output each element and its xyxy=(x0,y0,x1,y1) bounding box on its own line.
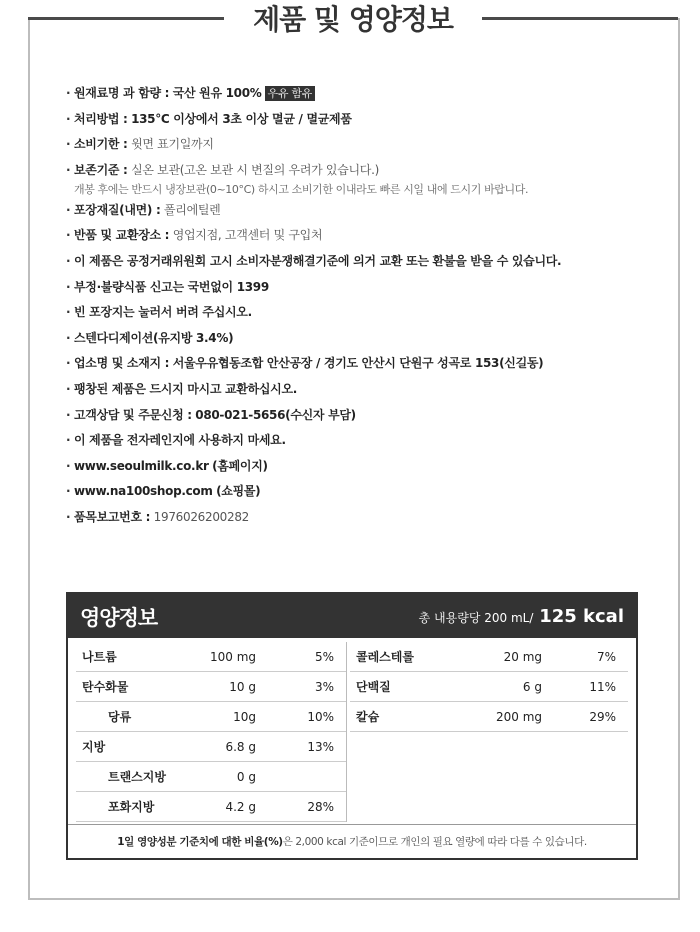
nutrient-amount: 6 g xyxy=(522,680,542,694)
nutrient-name: 포화지방 xyxy=(108,800,155,814)
nutrient-row xyxy=(76,642,346,672)
info-label: 업소명 및 소재지 : xyxy=(74,356,170,371)
info-label: www.na100shop.com xyxy=(74,484,213,499)
nutrient-pct: 3% xyxy=(314,680,334,694)
info-label: 스텐다디제이션(유지방 3.4%) xyxy=(74,330,234,345)
bullet-dot: · xyxy=(66,509,71,524)
info-value: 영업지점, 고객센터 및 구입처 xyxy=(172,228,323,243)
bullet-dot: · xyxy=(66,433,71,448)
info-value: 080-021-5656(수신자 부담) xyxy=(195,407,356,422)
nutrient-name: 콜레스테롤 xyxy=(356,650,414,664)
nutrient-pct: 5% xyxy=(314,650,334,664)
bullet-dot: · xyxy=(66,202,71,217)
nutrient-name: 탄수화물 xyxy=(82,680,129,694)
info-row xyxy=(66,163,646,183)
nutrient-row xyxy=(350,672,628,702)
nutrition-footnote xyxy=(68,824,636,859)
info-value: 135°C 이상에서 3초 이상 멸균 / 멸균제품 xyxy=(131,111,352,126)
nutrient-amount: 200 mg xyxy=(495,710,542,724)
info-value: 서울우유협동조합 안산공장 / 경기도 안산시 단원구 성곡로 153(신길동) xyxy=(172,356,544,371)
bullet-dot: · xyxy=(66,111,71,126)
info-label: www.seoulmilk.co.kr xyxy=(74,458,209,473)
nutrient-row xyxy=(76,732,346,762)
info-label: 이 제품은 공정거래위원회 고시 소비자분쟁해결기준에 의거 교환 또는 환불을 받을 수 있습니다. xyxy=(74,253,562,268)
nutrient-row xyxy=(76,672,346,702)
info-value: 1976026200282 xyxy=(153,509,250,524)
info-row xyxy=(66,86,646,112)
info-row xyxy=(66,433,646,459)
calories: 125 kcal xyxy=(539,606,624,627)
bullet-dot: · xyxy=(66,330,71,345)
nutrient-amount: 100 mg xyxy=(209,650,256,664)
nutrition-column-left xyxy=(76,642,347,822)
info-row xyxy=(66,305,646,331)
nutrient-pct: 11% xyxy=(589,680,616,694)
info-label: 부정·불량식품 신고는 국번없이 1399 xyxy=(74,279,269,294)
title-rule-right xyxy=(482,17,678,20)
info-row xyxy=(66,203,646,229)
nutrient-name: 당류 xyxy=(108,710,132,724)
info-value: (홈페이지) xyxy=(212,458,268,473)
info-value: 실온 보관(고온 보관 시 변질의 우려가 있습니다.) xyxy=(131,162,379,177)
nutrient-pct: 29% xyxy=(589,710,616,724)
nutrition-table xyxy=(66,592,638,860)
bullet-dot: · xyxy=(66,484,71,499)
nutrient-amount: 4.2 g xyxy=(225,800,256,814)
info-label: 보존기준 : xyxy=(74,162,128,177)
bullet-dot: · xyxy=(66,253,71,268)
bullet-dot: · xyxy=(66,407,71,422)
info-label: 이 제품을 전자레인지에 사용하지 마세요. xyxy=(74,433,286,448)
nutrient-name: 단백질 xyxy=(356,680,391,694)
nutrient-row xyxy=(350,702,628,732)
bullet-dot: · xyxy=(66,381,71,396)
info-value: 윗면 표기일까지 xyxy=(131,137,214,152)
info-row xyxy=(66,137,646,163)
nutrient-pct: 10% xyxy=(307,710,334,724)
allergen-badge: 우유 함유 xyxy=(265,86,316,101)
info-value: 국산 원유 100% xyxy=(172,86,262,100)
serving-size: 총 내용량당 200 mL/ xyxy=(418,611,534,625)
info-row xyxy=(66,112,646,138)
serving-info xyxy=(419,606,624,627)
nutrition-header xyxy=(68,594,636,638)
product-info-list xyxy=(66,86,646,536)
nutrient-amount: 20 mg xyxy=(503,650,542,664)
nutrient-amount: 6.8 g xyxy=(225,740,256,754)
info-row xyxy=(66,280,646,306)
info-row xyxy=(66,356,646,382)
info-label: 원재료명 과 함량 : xyxy=(74,86,170,100)
bullet-dot: · xyxy=(66,228,71,243)
info-row xyxy=(66,510,646,536)
nutrient-pct: 28% xyxy=(307,800,334,814)
nutrition-column-right xyxy=(350,642,628,822)
info-row xyxy=(66,331,646,357)
info-row xyxy=(66,228,646,254)
info-value: 폴리에틸렌 xyxy=(164,202,221,217)
nutrient-pct: 13% xyxy=(307,740,334,754)
footnote-text: 은 2,000 kcal 기준이므로 개인의 필요 열량에 따라 다를 수 있습니다. xyxy=(282,836,587,848)
info-value: (쇼핑몰) xyxy=(216,484,261,499)
info-label: 팽창된 제품은 드시지 마시고 교환하십시오. xyxy=(74,381,298,396)
nutrition-title: 영양정보 xyxy=(80,606,158,630)
info-label: 반품 및 교환장소 : xyxy=(74,228,170,243)
bullet-dot: · xyxy=(66,305,71,320)
page-title: 제품 및 영양정보 xyxy=(253,3,453,36)
bullet-dot: · xyxy=(66,137,71,152)
info-label: 처리방법 : xyxy=(74,111,128,126)
bullet-dot: · xyxy=(66,86,71,100)
info-label: 포장재질(내면) : xyxy=(74,202,161,217)
nutrient-name: 칼슘 xyxy=(356,710,380,724)
nutrient-amount: 10g xyxy=(233,710,256,724)
nutrient-amount: 10 g xyxy=(229,680,256,694)
info-row xyxy=(66,408,646,434)
nutrient-name: 나트륨 xyxy=(82,650,117,664)
info-label: 소비기한 : xyxy=(74,137,128,152)
bullet-dot: · xyxy=(66,162,71,177)
bullet-dot: · xyxy=(66,279,71,294)
footnote-bold: 1일 영양성분 기준치에 대한 비율(%) xyxy=(117,836,283,848)
nutrient-name: 지방 xyxy=(82,740,106,754)
bullet-dot: · xyxy=(66,458,71,473)
info-label: 고객상담 및 주문신청 : xyxy=(74,407,192,422)
nutrient-row xyxy=(350,642,628,672)
info-row xyxy=(66,382,646,408)
nutrient-name: 트랜스지방 xyxy=(108,770,166,784)
info-row xyxy=(66,484,646,510)
nutrient-amount: 0 g xyxy=(236,770,256,784)
nutrient-pct: 7% xyxy=(596,650,616,664)
title-rule-left xyxy=(28,17,224,20)
info-label: 품목보고번호 : xyxy=(74,509,151,524)
info-row xyxy=(66,459,646,485)
nutrient-row xyxy=(76,702,346,732)
bullet-dot: · xyxy=(66,356,71,371)
info-row xyxy=(66,254,646,280)
info-label: 빈 포장지는 눌러서 버려 주십시오. xyxy=(74,305,252,320)
info-subnote: 개봉 후에는 반드시 냉장보관(0~10°C) 하시고 소비기한 이내라도 빠른 시일 내에 드시기 바랍니다. xyxy=(74,182,529,196)
nutrient-row xyxy=(76,762,346,792)
nutrient-row xyxy=(76,792,346,822)
